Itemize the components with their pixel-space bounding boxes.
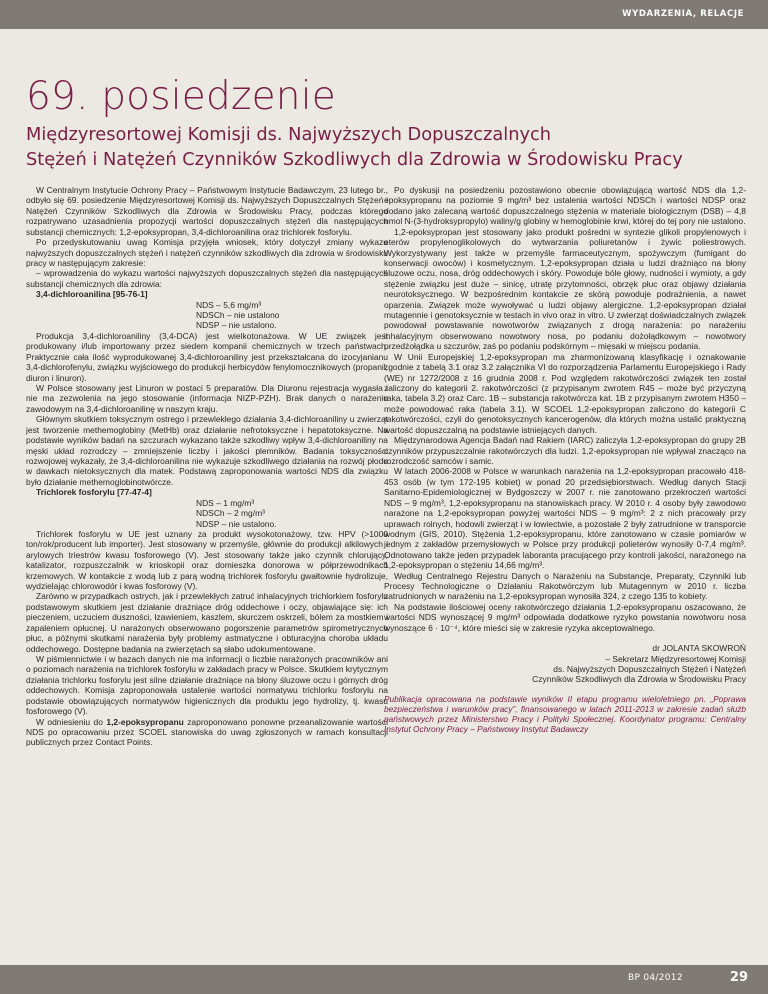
page-title: 69. posiedzenie (26, 74, 336, 119)
paragraph: W latach 2006-2008 w Polsce w warunkach narażenia na 1,2-epoksypropan pracowało 418-453 osób (w tym 172-195 kobiet) w ponad 20 przedsiębiorstwach. Według danych Stacji Sanitarno-Epidemiologicznej w Bydgoszczy w 2007 r. nie zanotowano przekroczeń wartości NDS – 9 mg/m³, 1,2-epoksypropanu na stanowiskach pracy. W 2010 r. 4 osoby były zawodowo narażone na 1,2-epoksypropan powyżej wartości NDS – 9 mg/m³: 2 z nich pracowały przy uprawach rolnych, hodowli zwierząt i w łowiectwie, a pozostałe 2 były zatrudnione w transporcie wodnym (GIS, 2010). Stężenia 1,2-epoksypropanu, które zanotowano w czasie pomiarów w jednym z zakładów przemysłowych w Polsce przy produkcji polieterów wynosiły 0-7,4 mg/m³. Odnotowano także jeden przypadek laboranta pracującego przy kontroli jakości, narażonego na 1,2-epoksypropan o stężeniu 14,66 mg/m³. (384, 466, 746, 571)
bold-substance: 1,2-epoksypropanu (106, 716, 184, 727)
page-number: 29 (729, 970, 748, 985)
author-role: ds. Najwyższych Dopuszczalnych Stężeń i Natężeń (553, 663, 746, 674)
text-run: zaproponowano ponowne przeanalizowanie wartości NDS po opracowaniu przez SCOEL stanowiska do uwag zgłoszonych w ramach konsultacji publicznych przez Contact Points. (26, 716, 388, 748)
paragraph (26, 717, 388, 748)
paragraph: Trichlorek fosforylu w UE jest uznany za produkt wysokotonażowy, tzw. HPV (>1000 ton/rok/producent lub importer). Jest stosowany w przemyśle, głównie do produkcji alkilowych i arylowych triestrów kwasu fosforowego (V). Jest stosowany także jako czynnik chlorujący, katalizator, rozpuszczalnik w krioskopii oraz domieszka donorowa w półprzewodnikach krzemowych. W kontakcie z wodą lub z parą wodną trichlorek fosforylu gwałtownie hydrolizuje, wydzielając chlorowodór i kwas fosforowy (V). (26, 528, 388, 592)
issue-label: BP 04/2012 (628, 973, 683, 983)
value-ndsch: NDSCh – 2 mg/m³ (196, 508, 265, 519)
paragraph: Według Centralnego Rejestru Danych o Narażeniu na Substancje, Preparaty, Czynniki lub Procesy Technologiczne o Działaniu Rakotwórczym lub Mutagennym w 2010 r. liczba zatrudnionych w narażeniu na 1,2-epoksypropan wynosiła 324, z czego 135 to kobiety. (384, 570, 746, 602)
substance-values (26, 300, 388, 331)
section-label: WYDARZENIA, RELACJE (622, 9, 744, 19)
paragraph: Głównym skutkiem toksycznym ostrego i przewlekłego działania 3,4-dichloroaniliny u zwierząt jest tworzenie methemoglobiny (MetHb) oraz działanie nefrotoksyczne i hepatotoksyczne. Na podstawie wyników badań na szczurach wykazano także szkodliwy wpływ 3,4-dichloroaniliny na męski układ rozrodczy – zmniejszenie liczby i jakości plemników. Badania toksyczności rozwojowej wykazały, że 3,4-dichloroanilina nie wykazuje szkodliwego działania na rozwój płodu w dawkach nietoksycznych dla matek. Podstawą zaproponowania wartości NDS dla związku było działanie methemoglobinotwórcze. (26, 414, 388, 487)
substance-values (26, 498, 388, 529)
value-nds: NDS – 1 mg/m³ (196, 497, 255, 508)
substance-heading: Trichlorek fosforylu [77-47-4] (36, 487, 152, 498)
paragraph: – wprowadzenia do wykazu wartości najwyższych dopuszczalnych stężeń dla następujących substancji chemicznych dla zdrowia: (26, 268, 388, 289)
paragraph: W Polsce stosowany jest Linuron w postaci 5 preparatów. Dla Diuronu rejestracja wygasła i nie ma zezwolenia na jego stosowanie (informacja NIZP-PZH). Brak danych o narażeniu zawodowym na 3,4-dichloroanilinę w naszym kraju. (26, 383, 388, 414)
paragraph: Międzynarodowa Agencja Badań nad Rakiem (IARC) zaliczyła 1,2-epoksypropan do grupy 2B czynników przypuszczalnie rakotwórczych dla ludzi. 1,2-epoksypropan nie wpływał znacząco na rozrodczość samców i samic. (384, 435, 746, 466)
paragraph: W Centralnym Instytucie Ochrony Pracy – Państwowym Instytucie Badawczym, 23 lutego br., odbyło się 69. posiedzenie Międzyresortowej Komisji ds. Najwyższych Dopuszczalnych Stężeń i Natężeń Czynników Szkodliwych dla Zdrowia w Środowisku Pracy, podczas którego rozpatrywano uzasadnienia propozycji wartości dopuszczalnych stężeń dla następujących substancji chemicznych: 1,2-epoksypropan, 3,4-dichloroanilina oraz trichlorek fosforylu. (26, 185, 388, 237)
paragraph: Produkcja 3,4-dichloroaniliny (3,4-DCA) jest wielkotonażowa. W UE związek jest produkowany i/lub importowany przez siedem kompanii chemicznych w trzech państwach. Praktycznie cała ilość wyprodukowanej 3,4-dichloroaniliny jest przekształcana do izocyjanianu 3,4-dichlorofenylu, związku wyjściowego do produkcji herbicydów fenylomocznikowych (propanil, diuron i linuron). (26, 330, 388, 383)
paragraph: W Unii Europejskiej 1,2-epoksypropan ma zharmonizowaną klasyfikację i oznakowanie zgodnie z tabelą 3.1 oraz 3.2 załącznika VI do rozporządzenia Parlamentu Europejskiego i Rady (WE) nr 1272/2008 z 16 grudnia 2008 r. Pod względem rakotwórczości związek ten został zaliczony do kategorii 2. rakotwórczości (z przypisanym zwrotem R45 – może być przyczyną raka, tabela 3.2) oraz Carc. 1B – substancja rakotwórcza kat. 1B z przypisanym zwrotem H350 – może powodować raka (tabela 3.1). W SCOEL 1,2-epoksypropan zaliczono do kategorii C rakotwórczości, czyli do genotoksycznych kancerogenów, dla których można ustalić praktyczną wartość dopuszczalną na podstawie istniejących danych. (384, 351, 746, 435)
value-ndsch: NDSCh – nie ustalono (196, 310, 280, 321)
author-name: dr JOLANTA SKOWROŃ (652, 643, 746, 654)
paragraph: Zarówno w przypadkach ostrych, jak i przewlekłych zatruć inhalacyjnych trichlorkiem fosforylu podstawowym skutkiem jest działanie drażniące dróg oddechowe i oczy, objawiające się: ich pieczeniem, uczuciem duszności, łzawieniem, kaszlem, skurczem oskrzeli, bólem za mostkiem i zapaleniem opłucnej. U narażonych obserwowano pogorszenie parametrów spirometrycznych płuc, a późnymi skutkami narażenia były problemy astmatyczne i obturacyjna choroba układu oddechowego. Dostępne badania na zwierzętach są słabo udokumentowane. (26, 591, 388, 654)
left-column (26, 185, 388, 748)
substance-heading: 3,4-dichloroanilina [95-76-1] (36, 289, 148, 300)
paragraph: Po dyskusji na posiedzeniu pozostawiono obecnie obowiązującą wartość NDS dla 1,2-epoksypropanu na poziomie 9 mg/m³ bez ustalenia wartości NDSCh i wartości NDSP oraz dodano jako zalecaną wartość dopuszczalnego stężenia w materiale biologicznym (DSB) – 4,8 nmol N-(3-hydroksypropylo) waliny/g globiny w hemoglobinie krwi, której do tej pory nie ustalono. (384, 185, 746, 227)
value-ndsp: NDSP – nie ustalono. (196, 320, 277, 331)
right-column (384, 185, 746, 735)
value-ndsp: NDSP – nie ustalono. (196, 518, 277, 529)
publication-footnote: Publikacja opracowana na podstawie wyników II etapu programu wieloletniego pn. „Poprawa bezpieczeństwa i warunków pracy”, finansowanego w latach 2011-2013 w zakresie zadań służb państwowych przez Ministerstwo Pracy i Polityki Społecznej. Koordynator programu: Centralny Instytut Ochrony Pracy – Państwowy Instytut Badawczy (384, 693, 746, 735)
author-signature (384, 643, 746, 685)
text-run: W odniesieniu do (36, 716, 107, 727)
value-nds: NDS – 5,6 mg/m³ (196, 299, 262, 310)
paragraph: Na podstawie ilościowej oceny rakotwórczego działania 1,2-epoksypropanu oszacowano, że wartości NDS wynoszącej 9 mg/m³ odpowiada dodatkowe ryzyko powstania nowotworu nosa wynoszące 6 · 10⁻⁴, które mieści się w zakresie ryzyka akceptowalnego. (384, 601, 746, 633)
subtitle-line-1: Międzyresortowej Komisji ds. Najwyższych Dopuszczalnych (26, 124, 552, 145)
page-subtitle (26, 122, 746, 172)
paragraph: W piśmiennictwie i w bazach danych nie ma informacji o liczbie narażonych pracowników ani o poziomach narażenia na trichlorek fosforylu w zakładach pracy w Polsce. Skutkiem krytycznym działania trichlorku fosforylu jest silne działanie drażniące na błony śluzowe oczu i górnych dróg oddechowych. Komisja zaproponowała ustalenie wartości normatywu trichlorku fosforylu na podstawie obowiązujących normatywów higienicznych dla produktu jego hydrolizy, tj. kwasu fosforowego (V). (26, 653, 388, 717)
paragraph: 1,2-epoksypropan jest stosowany jako produkt pośredni w syntezie glikoli propylenowych i eterów propylenoglikolowych do wytwarzania poliuretanów i żywic poliestrowych. Wykorzystywany jest także w przemyśle farmaceutycznym, spożywczym (fumigant do konserwacji owoców) i kosmetycznym. 1,2-epoksypropan działa u ludzi drażniąco na błony śluzowe oczu, nosa, dróg oddechowych i skóry. Powoduje bóle głowy, nudności i wymioty, a gdy stężenie związku jest duże – sinicę, utratę przytomności, obrzęk płuc oraz objawy działania neurotoksycznego. W bezpośrednim kontakcie ze skórą powoduje podrażnienia, a nawet oparzenia. Związek może wywoływać u ludzi objawy alergiczne. 1,2-epoksypropan działał mutagennie i genotoksycznie w testach in vivo oraz in vitro. U zwierząt doświadczalnych związek powodował powstawanie nowotworów związanych z drogą narażenia: po narażeniu inhalacyjnym obserwowano nowotwory nosa, po podaniu dożołądkowym – nowotwory przedżołądka u szczurów, zaś po podaniu podskórnym – mięsaki w miejscu podania. (384, 226, 746, 352)
author-role: – Sekretarz Międzyresortowej Komisji (605, 653, 746, 664)
paragraph: Po przedyskutowaniu uwag Komisja przyjęła wniosek, który dotyczył zmiany wykazu najwyższych dopuszczalnych stężeń i natężeń czynników szkodliwych dla zdrowia w środowisku pracy w następującym zakresie: (26, 237, 388, 268)
author-role: Czynników Szkodliwych dla Zdrowia w Środowisku Pracy (532, 674, 746, 685)
subtitle-line-2: Stężeń i Natężeń Czynników Szkodliwych dla Zdrowia w Środowisku Pracy (26, 149, 683, 170)
